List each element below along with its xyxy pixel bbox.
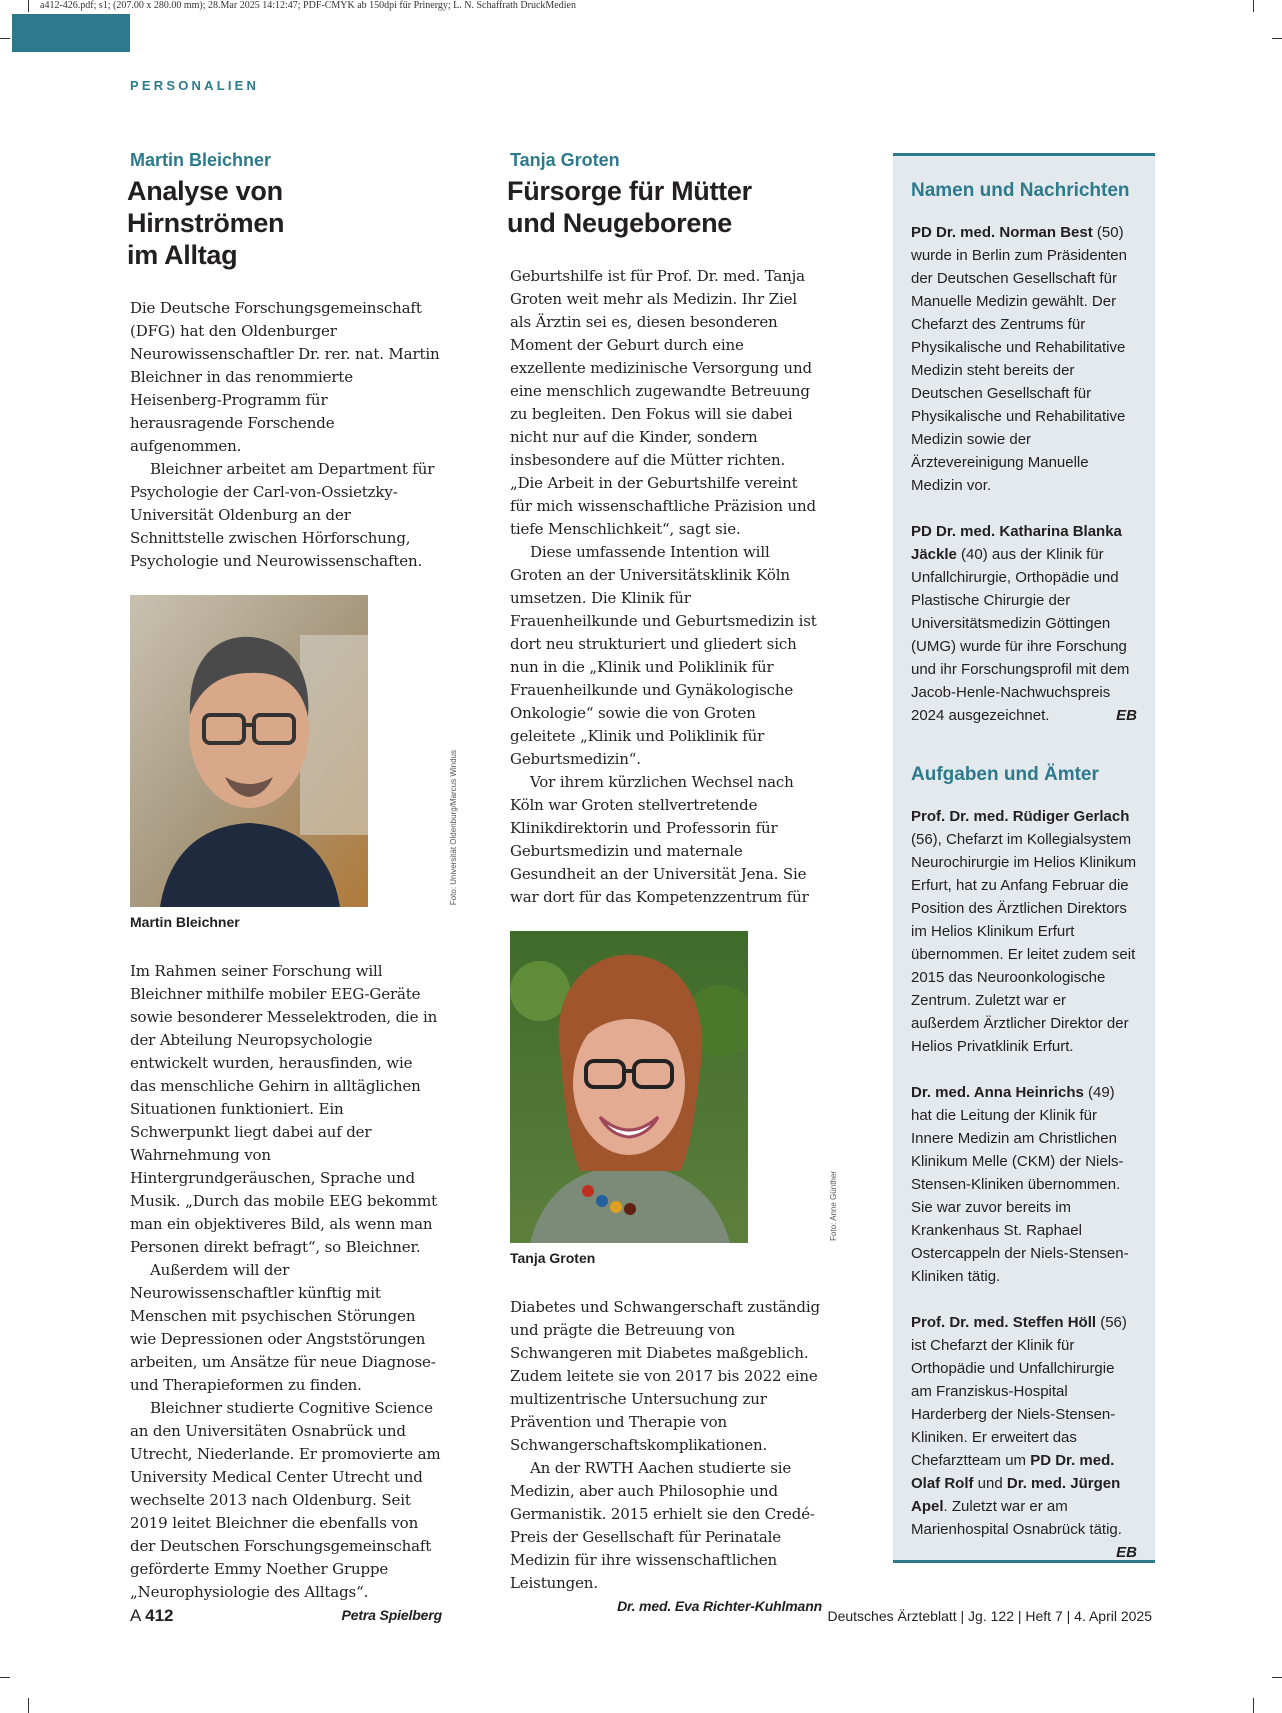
crop-mark: [0, 38, 10, 39]
entry-text: (56), Chefarzt im Kollegialsystem Neurochirurgie im Helios Klinikum Erfurt, hat zu Anfang Februar die Position des Ärztlichen Direktors im Helios Klinikum Erfurt übernommen. Er leitet zudem seit 2015 das Neuroonkologische Zentrum. Zuletzt war er außerdem Ärztlicher Direktor der Helios Privatklinik Erfurt.: [911, 831, 1137, 1055]
person-name: Prof. Dr. med. Rüdiger Gerlach: [911, 808, 1130, 825]
headline-line-2: im Alltag: [127, 240, 238, 270]
article-headline: [127, 175, 442, 271]
author-byline: Dr. med. Eva Richter-Kuhlmann: [617, 1598, 822, 1614]
author-byline: Petra Spielberg: [341, 1607, 442, 1623]
portrait-image-groten: [510, 931, 748, 1243]
paragraph: Diese umfassende Intention will Groten an der Universitätsklinik Köln umsetzen. Die Klinik für Frauenheilkunde und Geburtsmedizin ist dort neu strukturiert und gliedert sich nun in die „Klinik und Poliklinik für Frauenheilkunde und Gynäkologische Onkologie“ sowie die von Groten geleitete „Klinik und Poliklinik für Geburtsmedizin“.: [510, 543, 817, 768]
paragraph: Außerdem will der Neurowissenschaftler künftig mit Menschen mit psychischen Störungen wie Depressionen oder Angststörungen arbeiten, um Ansätze für neue Diagnose- und Therapieformen zu finden.: [130, 1261, 436, 1394]
paragraph-text: Bleichner studierte Cognitive Science an den Universitäten Osnabrück und Utrecht, Niederlande. Er promovierte am University Medical Center Utrecht und wechselte 2013 nach Oldenburg. Seit 2019 leitet Bleichner die ebenfalls von der Deutschen Forschungsgemeinschaft geförderte Emmy Noether Gruppe „Neurophysiologie des Alltags“.: [130, 1399, 441, 1601]
crop-mark: [1253, 0, 1254, 12]
sidebar-entry: [911, 1311, 1137, 1561]
entry-text: und: [973, 1475, 1007, 1492]
crop-mark: [1272, 38, 1282, 39]
article-body-continued: [510, 1296, 822, 1614]
page-number: [130, 1606, 174, 1626]
paragraph-text: An der RWTH Aachen studierte sie Medizin, aber auch Philosophie und Germanistik. 2015 erhielt sie den Credé-Preis der Gesellschaft für Perinatale Medizin für ihre wissenschaftlichen Leistungen.: [510, 1459, 815, 1592]
paragraph: Diabetes und Schwangerschaft zuständig und prägte die Betreuung von Schwangeren mit Diabetes maßgeblich. Zudem leitete sie von 2017 bis 2022 eine multizentrische Untersuchung zur Prävention und Therapie von Schwangerschaftskomplikationen.: [510, 1298, 820, 1454]
news-sidebar: [893, 153, 1155, 1563]
person-name: Dr. med. Anna Heinrichs: [911, 1084, 1084, 1101]
headline-line-1: Fürsorge für Mütter: [507, 176, 752, 206]
page-number-value: 412: [145, 1606, 174, 1625]
sidebar-heading-news: Namen und Nachrichten: [911, 180, 1130, 201]
paragraph: Bleichner arbeitet am Department für Psychologie der Carl-von-Ossietzky-Universität Oldenburg an der Schnittstelle zwischen Hörforschung, Psychologie und Neurowissenschaften.: [130, 460, 435, 570]
article-bleichner: [127, 150, 458, 1627]
article-body: [510, 265, 822, 909]
person-name: PD Dr. med. Olaf Rolf: [911, 1452, 1115, 1492]
portrait-illustration: [130, 595, 368, 907]
photo-credit: Foto: Anne Günther: [829, 1171, 838, 1241]
section-color-tab: [12, 14, 130, 52]
paragraph: Vor ihrem kürzlichen Wechsel nach Köln war Groten stellvertretende Klinikdirektorin und Professorin für Geburtsmedizin und maternale Gesundheit an der Universität Jena. Sie war dort für das Kompetenzzentrum für: [510, 773, 809, 906]
entry-text: . Zuletzt war er am Marienhospital Osnabrück tätig.: [911, 1498, 1122, 1538]
crop-mark: [0, 1677, 10, 1678]
headline-line-1: Analyse von Hirnströmen: [127, 176, 285, 238]
person-name: Dr. med. Jürgen Apel: [911, 1475, 1121, 1515]
section-label: PERSONALIEN: [130, 78, 260, 93]
article-kicker: Tanja Groten: [510, 150, 620, 170]
sidebar-entry: [911, 221, 1137, 497]
article-headline: [507, 175, 822, 239]
journal-info: Deutsches Ärzteblatt | Jg. 122 | Heft 7 | 4. April 2025: [827, 1608, 1152, 1624]
sidebar-entry: [911, 520, 1137, 727]
entry-text: (56) ist Chefarzt der Klinik für Orthopädie und Unfallchirurgie am Franziskus-Hospital Harderberg der Niels-Stensen-Kliniken. Er erweitert das Chefarztteam um: [911, 1314, 1127, 1469]
photo-credit: Foto: Universität Oldenburg/Marcus Windus: [449, 749, 458, 905]
print-slug: a412-426.pdf; s1; (207.00 x 280.00 mm); 28.Mar 2025 14:12:47; PDF-CMYK ab 150dpi für Prinergy; L. N. Schaffrath DruckMedien: [40, 0, 576, 11]
paragraph: Die Deutsche Forschungsgemeinschaft (DFG) hat den Oldenburger Neurowissenschaftler Dr. rer. nat. Martin Bleichner in das renommierte Heisenberg-Programm für herausragende Forschende aufgenommen.: [130, 299, 440, 455]
article-groten: [507, 150, 838, 1618]
entry-text: (40) aus der Klinik für Unfallchirurgie, Orthopädie und Plastische Chirurgie der Universitätsmedizin Göttingen (UMG) wurde für ihre Forschung und ihr Forschungsprofil mit dem Jacob-Henle-Nachwuchspreis 2024 ausgezeichnet.: [911, 546, 1130, 724]
crop-mark: [1272, 1677, 1282, 1678]
portrait-illustration: [510, 931, 748, 1243]
paragraph: [510, 1457, 822, 1614]
paragraph: Geburtshilfe ist für Prof. Dr. med. Tanja Groten weit mehr als Medizin. Ihr Ziel als Ärztin sei es, diesen besonderen Moment der Geburt durch eine exzellente medizinische Versorgung und eine menschlich zugewandte Betreuung zu begleiten. Den Fokus will sie dabei nicht nur auf die Kinder, sondern insbesondere auf die Mütter richten. „Die Arbeit in der Geburtshilfe vereint für mich wissenschaftliche Präzision und tiefe Menschlichkeit“, sagt sie.: [510, 267, 816, 538]
portrait-image-bleichner: [130, 595, 368, 907]
author-initials: EB: [1116, 707, 1137, 724]
entry-text: (50) wurde in Berlin zum Präsidenten der Deutschen Gesellschaft für Manuelle Medizin gewählt. Der Chefarzt des Zentrums für Physikalische und Rehabilitative Medizin steht bereits der Deutschen Gesellschaft für Physikalische und Rehabilitative Medizin sowie der Ärztevereinigung Manuelle Medizin vor.: [911, 224, 1127, 494]
photo-caption: Martin Bleichner: [130, 914, 240, 930]
portrait-photo: [130, 595, 458, 907]
article-body: [130, 297, 442, 573]
sidebar-heading-appointments: Aufgaben und Ämter: [911, 764, 1099, 785]
crop-mark: [28, 0, 29, 12]
portrait-photo: [510, 931, 838, 1243]
photo-caption: Tanja Groten: [510, 1250, 596, 1266]
crop-mark: [28, 1698, 29, 1713]
sidebar-entry: [911, 805, 1137, 1058]
person-name: PD Dr. med. Katharina Blanka Jäckle: [911, 523, 1122, 563]
entry-text: (49) hat die Leitung der Klinik für Innere Medizin am Christlichen Klinikum Melle (CKM) der Niels-Stensen-Kliniken übernommen. Sie war zuvor bereits im Krankenhaus St. Raphael Ostercappeln der Niels-Stensen-Kliniken tätig.: [911, 1084, 1129, 1285]
headline-line-2: und Neugeborene: [507, 208, 733, 238]
sidebar-entry: [911, 1081, 1137, 1288]
paragraph: Im Rahmen seiner Forschung will Bleichner mithilfe mobiler EEG-Geräte sowie besonderer Messelektroden, die in der Abteilung Neuropsychologie entwickelt wurden, herausfinden, wie das menschliche Gehirn in alltäglichen Situationen funktioniert. Ein Schwerpunkt liegt dabei auf der Wahrnehmung von Hintergrundgeräuschen, Sprache und Musik. „Durch das mobile EEG bekommt man ein objektiveres Bild, als wenn man Personen direkt befragt“, so Bleichner.: [130, 962, 438, 1256]
article-kicker: Martin Bleichner: [130, 150, 272, 170]
crop-mark: [1253, 1698, 1254, 1713]
person-name: PD Dr. med. Norman Best: [911, 224, 1093, 241]
person-name: Prof. Dr. med. Steffen Höll: [911, 1314, 1097, 1331]
page-prefix: A: [130, 1606, 141, 1625]
author-initials: EB: [1116, 1544, 1137, 1561]
